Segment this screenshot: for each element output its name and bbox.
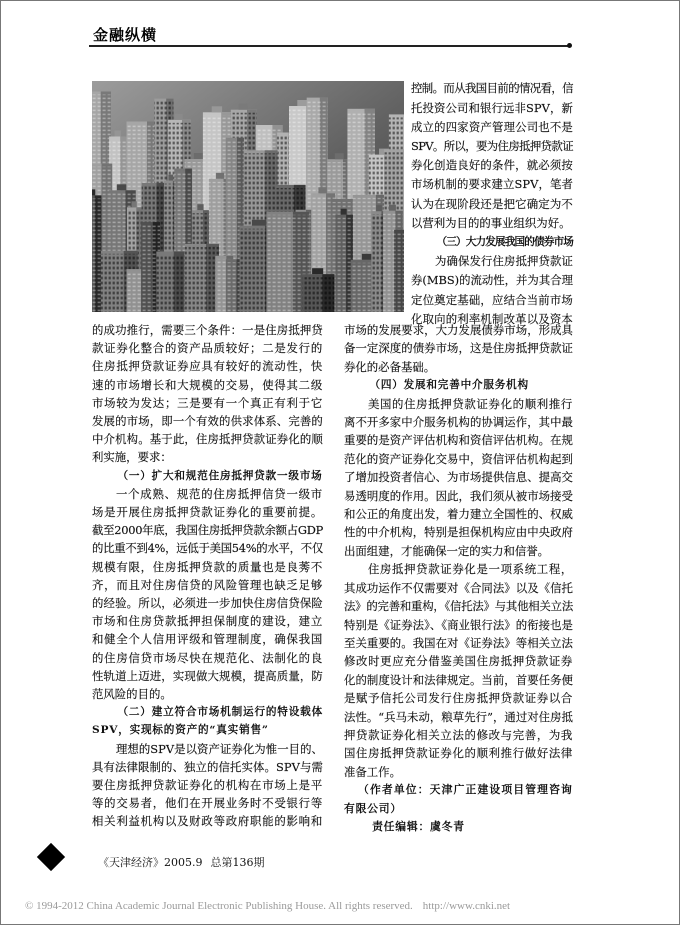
skyline-buildings: [92, 92, 404, 313]
heading-paragraph: [344, 376, 573, 394]
body-line: 住房抵押贷款证券应具有较好的流动性，快: [92, 359, 323, 374]
body-line: 修改时更应充分借鉴美国住房抵押贷款证券: [344, 654, 573, 669]
body-paragraph: [411, 252, 573, 329]
left-column: [92, 321, 323, 831]
body-line: 速的市场增长和大规模的交易，使得其二级: [92, 377, 323, 392]
body-line: 性的中介机构，特别是担保机构应由中央政府: [344, 525, 573, 540]
body-line: 范风险的目的。: [92, 687, 172, 702]
body-line: 截至2000年底，我国住房抵押贷款余额占GDP: [92, 523, 323, 538]
right-column-bottom: [344, 321, 573, 836]
body-paragraph: [92, 740, 323, 831]
heading-paragraph: [92, 703, 323, 739]
body-line: 市场机制的要求建立SPV，笔者: [411, 177, 573, 192]
body-line: 法》的完善和重构，《信托法》与其他相关立法: [344, 599, 573, 614]
body-line: 化取向的利率机制改革以及资本: [411, 311, 573, 326]
body-line: 控制。而从我国目前的情况看，信: [411, 81, 573, 96]
body-line: 券化创造良好的条件，就必须按: [411, 158, 573, 173]
body-line: 押贷款证券化相关立法的修改与完善，为我: [344, 727, 573, 742]
body-line: 一个成熟、规范的住房抵押信贷一级市: [115, 486, 323, 501]
body-line: 特别是《证券法》、《商业银行法》的衔接也是: [344, 617, 573, 632]
body-paragraph: [344, 560, 573, 781]
body-paragraph: [344, 395, 573, 561]
body-line: 和公正的角度出发，着力建立全国性的、权威: [344, 507, 573, 522]
body-line: 相关利益机构以及财政等政府职能的影响和: [92, 814, 323, 829]
body-line: 市场的发展要求，大力发展债券市场，形成具: [344, 323, 573, 337]
heading-line: SPV，实现标的资产的“真实销售”: [92, 724, 269, 737]
body-line: 券化的必备基础。: [344, 359, 436, 374]
body-line: 成立的四家资产管理公司也不是: [411, 119, 573, 134]
heading-line: （一）扩大和规范住房抵押贷款一级市场: [117, 469, 323, 482]
body-line: 券(MBS)的流动性，并为其合理: [411, 273, 573, 288]
body-line: 款证券化整合的资产品质较好；二是发行的: [92, 341, 323, 356]
body-line: 的经验。所以，必须进一步加快住房信贷保险: [92, 596, 323, 611]
header-rule-dot: [567, 43, 572, 48]
body-line: 备一定深度的债券市场，这是住房抵押贷款证: [344, 341, 573, 356]
header-rule: [89, 45, 569, 47]
body-line: 法性。“兵马未动，粮草先行”，通过对住房抵: [344, 709, 573, 724]
body-line: 住房抵押贷款证券化是一项系统工程，: [367, 562, 573, 577]
byline-line: （作者单位：天津广正建设项目管理咨询: [358, 783, 573, 797]
body-line: 的比重不到4%，远低于美国54%的水平，不仅: [92, 541, 323, 556]
heading-paragraph: [92, 467, 323, 485]
body-line: 要住房抵押贷款证券化的机构在市场上是平: [92, 778, 323, 793]
body-line: SPV。所以，要为住房抵押贷款证: [411, 139, 573, 153]
body-line: 和健全个人信用评级和管理制度，确保我国: [92, 632, 323, 647]
body-line: 准备工作。: [344, 764, 401, 779]
body-paragraph: [92, 485, 323, 703]
body-line: 以营利为目的的事业组织为好。: [411, 215, 571, 230]
body-line: 性轨道上迈进，实现做大规模，提高质量，防: [92, 668, 323, 683]
footer-journal: 《天津经济》2005.9: [98, 856, 203, 869]
body-paragraph: [344, 321, 573, 376]
body-line: 利实施，要求：: [92, 450, 172, 465]
body-line: 至关重要的。我国在对《证券法》等相关立法: [344, 635, 573, 650]
footer-diamond-icon: [37, 843, 65, 871]
body-line: 发展的市场，即一个有效的供求体系、完善的: [92, 414, 323, 429]
city-skyline-photo: [92, 81, 404, 312]
body-paragraph: [411, 79, 573, 233]
body-line: 范化的资产证券化交易中，资信评估机构起到: [344, 451, 573, 466]
body-line: 场是开展住房抵押贷款证券化的重要前提。: [92, 505, 323, 520]
footer-citation: [98, 856, 265, 870]
section-title: 金融纵横: [93, 26, 158, 44]
heading-line: （四）发展和完善中介服务机构: [369, 379, 529, 392]
heading-line: （二）建立符合市场机制运行的特设载体: [117, 706, 323, 719]
body-line: 了增加投资者信心、为市场提供信息、提高交: [344, 470, 573, 485]
editor-paragraph: [344, 818, 573, 836]
article-photo: [92, 81, 404, 312]
body-line: 规模有限，住房抵押贷款的质量也是良莠不: [92, 559, 323, 574]
heading-line: （三）大力发展我国的债券市场: [436, 236, 573, 249]
body-line: 定位奠定基础，应结合当前市场: [411, 292, 573, 307]
body-line: 重要的是资产评估机构和资信评估机构。在规: [344, 433, 573, 448]
editor-line: 责任编辑：虞冬青: [372, 819, 465, 833]
body-line: 离不开多家中介服务机构的协调运作，其中最: [344, 415, 573, 430]
body-line: 美国的住房抵押贷款证券化的顺利推行: [367, 396, 573, 411]
body-paragraph: [92, 321, 323, 467]
body-line: 其成功运作不仅需要对《合同法》以及《信托: [344, 580, 573, 595]
copyright-url: http://www.cnki.net: [422, 900, 511, 912]
body-line: 齐，而且对住房信贷的风险管理也缺乏足够: [92, 577, 323, 592]
body-line: 托投资公司和银行远非SPV，新: [411, 100, 573, 115]
body-line: 具有法律限制的、独立的信托实体。SPV与需: [92, 759, 323, 774]
body-line: 等的交易者，他们在开展业务时不受银行等: [92, 796, 323, 811]
byline-line: 有限公司）: [344, 801, 402, 815]
body-line: 理想的SPV是以资产证券化为惟一目的、: [115, 741, 323, 756]
body-line: 认为在现阶段还是把它确定为不: [411, 196, 573, 211]
body-line: 国住房抵押贷款证券化的顺利推行做好法律: [344, 746, 573, 761]
body-line: 中介机构。基于此，住房抵押贷款证券化的顺: [92, 432, 323, 447]
heading-paragraph: [411, 233, 573, 252]
body-line: 的住房信贷市场尽快在规范化、法制化的良: [92, 650, 323, 665]
right-column-top: [411, 79, 573, 329]
body-line: 的成功推行，需要三个条件：一是住房抵押贷: [92, 323, 323, 337]
copyright-notice: [25, 899, 510, 913]
byline-paragraph: [344, 781, 573, 818]
copyright-text: © 1994-2012 China Academic Journal Electronic Publishing House. All rights reserved.: [25, 900, 413, 912]
footer-issue: 总第136期: [210, 856, 265, 869]
body-line: 市场和住房贷款抵押担保制度的建设，建立: [92, 614, 323, 629]
body-line: 出面组建，才能确保一定的实力和信誉。: [344, 543, 550, 558]
body-line: 是赋予信托公司发行住房抵押贷款证券以合: [344, 691, 573, 706]
body-line: 为确保发行住房抵押贷款证: [434, 254, 573, 269]
body-line: 市场较为发达；三是要有一个真正有利于它: [92, 395, 323, 410]
body-line: 易透明度的作用。因此，我们须从被市场接受: [344, 488, 573, 503]
body-line: 化的制度设计和法律规定。当前，首要任务便: [344, 672, 573, 687]
